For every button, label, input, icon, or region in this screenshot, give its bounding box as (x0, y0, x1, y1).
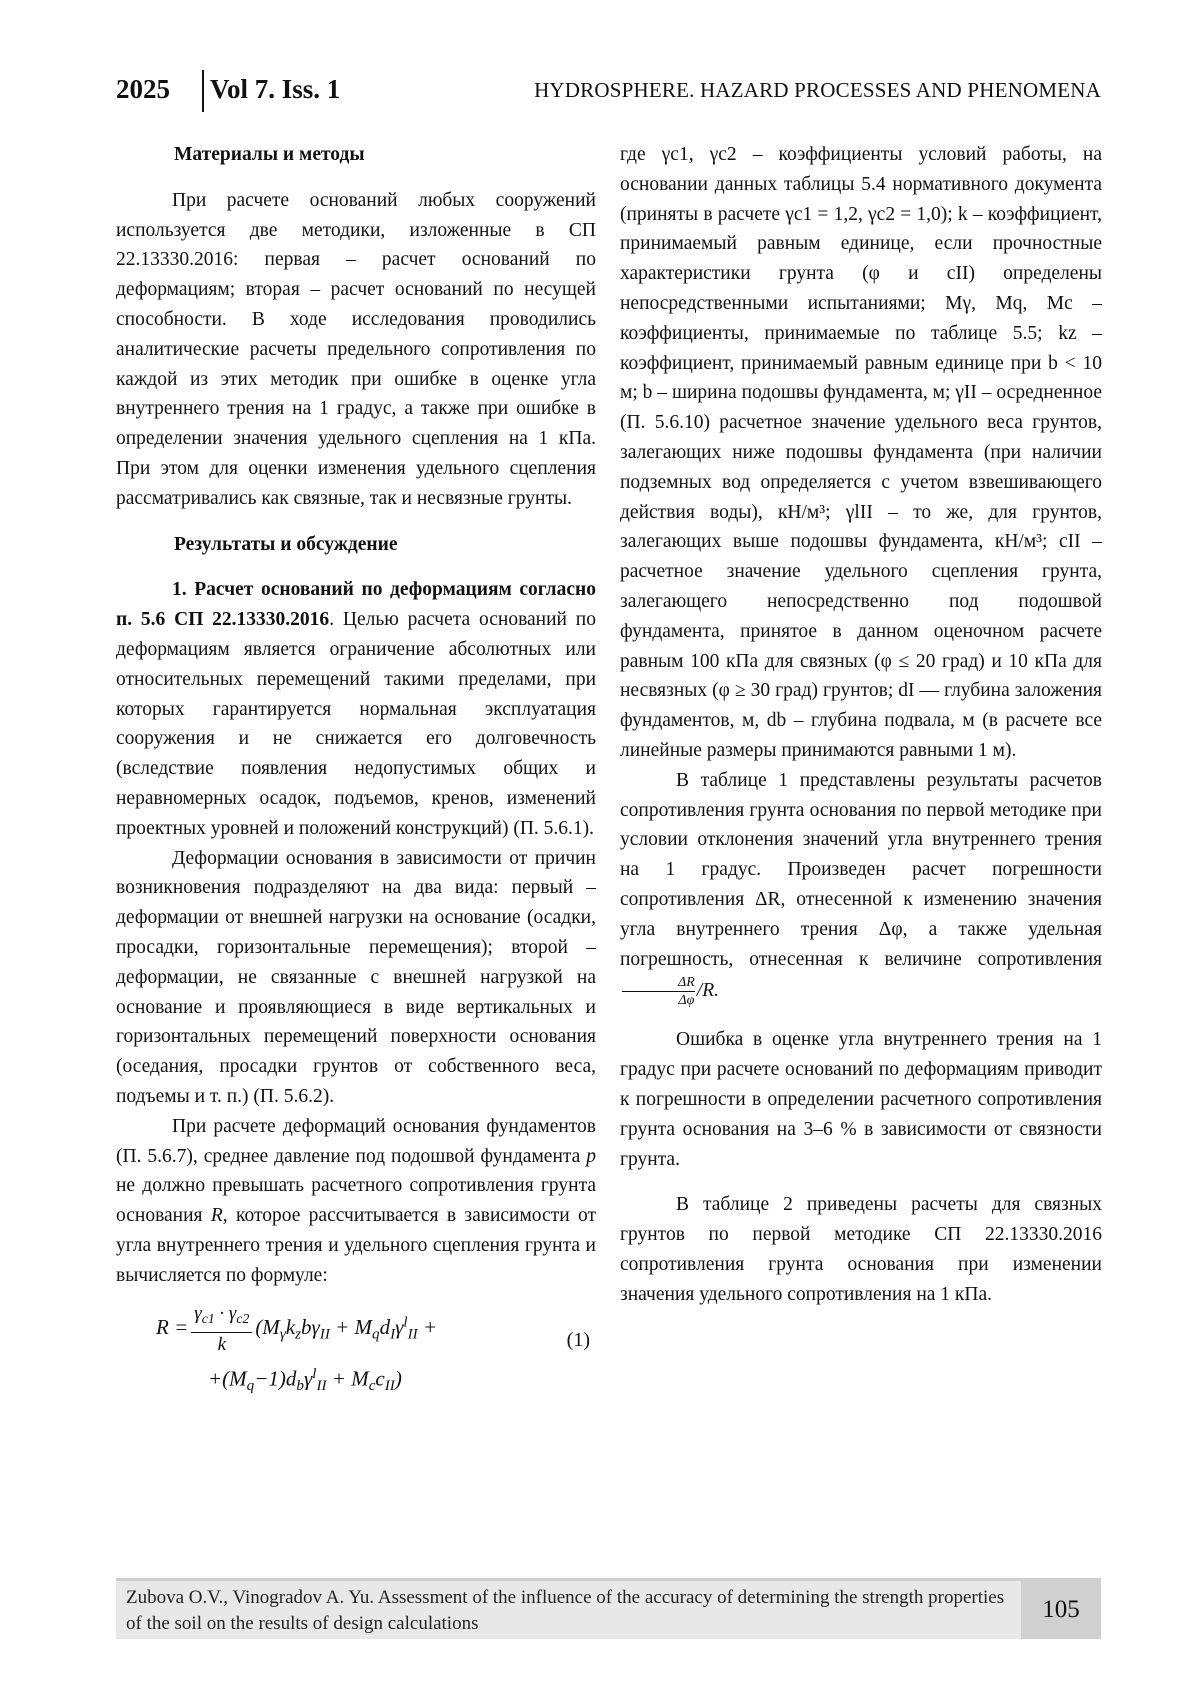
formula-line-2: $+(M_q-1)d_b\gamma^l_{II} + M_cc_{II}$) (208, 1366, 402, 1395)
formula-line-1: R = $\frac{\gamma_{c1} \cdot \gamma_{c2}}{k}$ ($M_\gamma k_zb\gamma_{II} + M_qd_I\gamma^l_{II}$ + (156, 1303, 438, 1355)
formula-number: (1) (566, 1329, 590, 1352)
fraction-numerator: ΔR (622, 974, 695, 992)
text-run: В таблице 1 представлены результаты расчетов сопротивления грунта основания по первой методике при условии отклонения значений угла внутреннего трения на 1 градус. Произведен расчет погрешности сопротивления ΔR, отнесенной к изменению значения угла внутреннего трения Δφ, а также удельная погрешность, отнесенная к величине сопротивления (620, 769, 1102, 970)
symbol-p: p (586, 1145, 596, 1167)
page-number: 105 (1021, 1581, 1101, 1639)
paragraph-methods: При расчете оснований любых сооружений используется две методики, изложенные в СП 22.13330.2016: первая – расчет оснований по деформациям; вторая – расчет оснований по несущей способности. В ходе исследования проводились аналитические расчеты предельного сопротивления по каждой из этих методик при ошибке в оценке угла внутреннего трения на 1 градус, а также при ошибке в определении значения удельного сцепления на 1 кПа. При этом для оценки изменения удельного сцепления рассматривались как связные, так и несвязные грунты. (116, 189, 596, 509)
paragraph-text: . Целью расчета оснований по деформациям является ограничение абсолютных или относительных перемещений такими пределами, при которых гарантируется нормальная эксплуатация сооружения и не снижается его долговечность (вследствие появления недопустимых общих и неравномерных осадок, подъемов, кренов, изменений проектных уровней и положений конструкций) (П. 5.6.1). (116, 609, 596, 839)
header-year: 2025 (116, 74, 170, 104)
text-run: /R. (696, 980, 719, 1002)
section-heading-results: Результаты и обсуждение (174, 533, 398, 555)
paragraph-table2-intro: В таблице 2 приведены расчеты для связных грунтов по первой методике СП 22.13330.2016 сопротивления грунта основания при изменении значения удельного сопротивления на 1 кПа. (620, 1194, 1102, 1305)
symbol-R: R (210, 1205, 223, 1227)
paragraph-definitions: где γc1, γc2 – коэффициенты условий работы, на основании данных таблицы 5.4 нормативного документа (приняты в расчете γc1 = 1,2, γc2 = 1,0); k – коэффициент, принимаемый равным единице, если прочностные характеристики грунта (φ и cII) определены непосредственными испытаниями; Mγ, Mq, Mc – коэффициенты, принимаемые по таблице 5.5; kz – коэффициент, принимаемый равным единице при b < 10 м; b – ширина подошвы фундамента, м; γII – осредненное (П. 5.6.10) расчетное значение удельного веса грунтов, залегающих ниже подошвы фундамента (при наличии подземных вод определяется с учетом взвешивающего действия воды), кН/м³; γlII – то же, для грунтов, залегающих выше подошвы фундамента, кН/м³; cII – расчетное значение удельного сцепления грунта, залегающего непосредственно под подошвой фундамента, принятое в данном оценочном расчете равным 100 кПа для связных (φ ≤ 20 град) и 10 кПа для несвязных (φ ≥ 30 град) грунтов; dI — глубина заложения фундаментов, м, db – глубина подвала, м (в расчете все линейные размеры принимаются равными 1 м). (620, 144, 1102, 761)
text-run: , которое рассчитывается в зависимости от угла внутреннего трения и удельного сцепления грунта и вычисляется по формуле: (116, 1205, 596, 1286)
text-run: не должно превышать расчетного сопротивления грунта основания (116, 1175, 596, 1227)
right-column (620, 140, 1102, 1309)
section-heading-methods: Материалы и методы (174, 144, 365, 165)
left-column (116, 140, 596, 1400)
paragraph-error-conclusion: Ошибка в оценке угла внутреннего трения на 1 градус при расчете оснований по деформациям приводит к погрешности в определении расчетного сопротивления грунта основания на 3–6 % в зависимости от связности грунта. (620, 1029, 1102, 1170)
header-journal-title: HYDROSPHERE. HAZARD PROCESSES AND PHENOMENA (534, 78, 1101, 102)
header-volume: Vol 7. Iss. 1 (210, 74, 341, 104)
fraction-denominator: Δφ (678, 993, 695, 1009)
page-footer (116, 1578, 1101, 1639)
page-header (116, 70, 1101, 114)
footer-citation: Zubova O.V., Vinogradov A. Yu. Assessment of the influence of the accuracy of determining the strength properties of the soil on the results of design calculations (126, 1587, 1005, 1634)
subsection-title: 1. Расчет оснований по деформациям согласно п. 5.6 СП 22.13330.2016 (116, 579, 596, 631)
paragraph-formula-intro (116, 1112, 596, 1291)
formula-1 (116, 1292, 596, 1400)
inline-fraction (622, 974, 695, 1009)
paragraph-deformation-calc (116, 575, 596, 843)
paragraph-deformation-types: Деформации основания в зависимости от причин возникновения подразделяют на два вида: первый – деформации от внешней нагрузки на основание (осадки, просадки, горизонтальные перемещения); второй – деформации, не связанные с внешней нагрузкой на основание и проявляющиеся в виде вертикальных и горизонтальных перемещений поверхности основания (оседания, просадки грунтов от собственного веса, подъемы и т. п.) (П. 5.6.2). (116, 847, 596, 1107)
paragraph-table1-intro (620, 766, 1102, 1010)
header-divider (202, 70, 204, 112)
text-run: При расчете деформаций основания фундаментов (П. 5.6.7), среднее давление под подошвой фундамента (116, 1115, 596, 1167)
